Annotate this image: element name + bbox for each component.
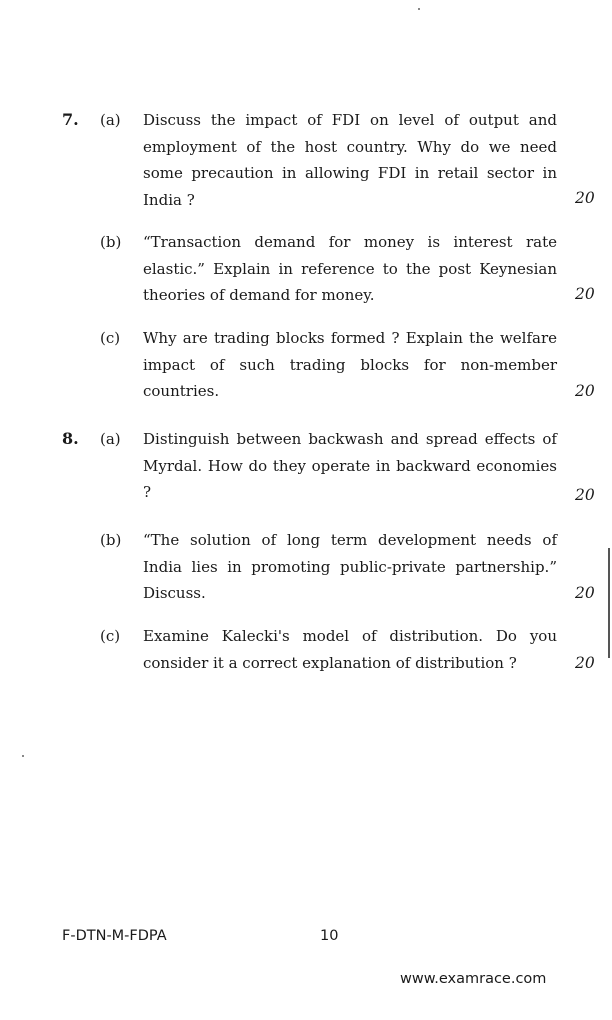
website-url: www.examrace.com <box>400 971 547 987</box>
paper-code: F-DTN-M-FDPA <box>62 928 167 944</box>
scan-speck <box>418 8 420 10</box>
marks: 20 <box>575 584 595 602</box>
marks: 20 <box>575 189 595 207</box>
question-text: Examine Kalecki's model of distribution. Do you consider it a correct explanation of distribution ? <box>143 627 557 672</box>
part-label: (c) <box>100 627 121 645</box>
page-number: 10 <box>320 928 339 944</box>
part-label: (c) <box>100 329 121 347</box>
question-number: 8. <box>62 429 79 448</box>
part-label: (a) <box>100 111 121 129</box>
marks: 20 <box>575 486 595 504</box>
question-text: Discuss the impact of FDI on level of output and employment of the host country. Why do we need some precaution in allowing FDI in retail sector in India ? <box>143 111 557 209</box>
scan-speck <box>22 755 24 757</box>
question-text: “Transaction demand for money is interest rate elastic.” Explain in reference to the post Keynesian theories of demand for money. <box>143 233 557 304</box>
marks: 20 <box>575 654 595 672</box>
question-text: Distinguish between backwash and spread effects of Myrdal. How do they operate in backward economies ? <box>143 430 557 501</box>
part-label: (b) <box>100 531 122 549</box>
question-number: 7. <box>62 110 79 129</box>
marks: 20 <box>575 285 595 303</box>
scan-edge-mark <box>608 548 610 658</box>
part-label: (b) <box>100 233 122 251</box>
part-label: (a) <box>100 430 121 448</box>
question-text: Why are trading blocks formed ? Explain the welfare impact of such trading blocks for non-member countries. <box>143 329 557 400</box>
marks: 20 <box>575 382 595 400</box>
question-text: “The solution of long term development needs of India lies in promoting public-private partnership.” Discuss. <box>143 531 557 602</box>
